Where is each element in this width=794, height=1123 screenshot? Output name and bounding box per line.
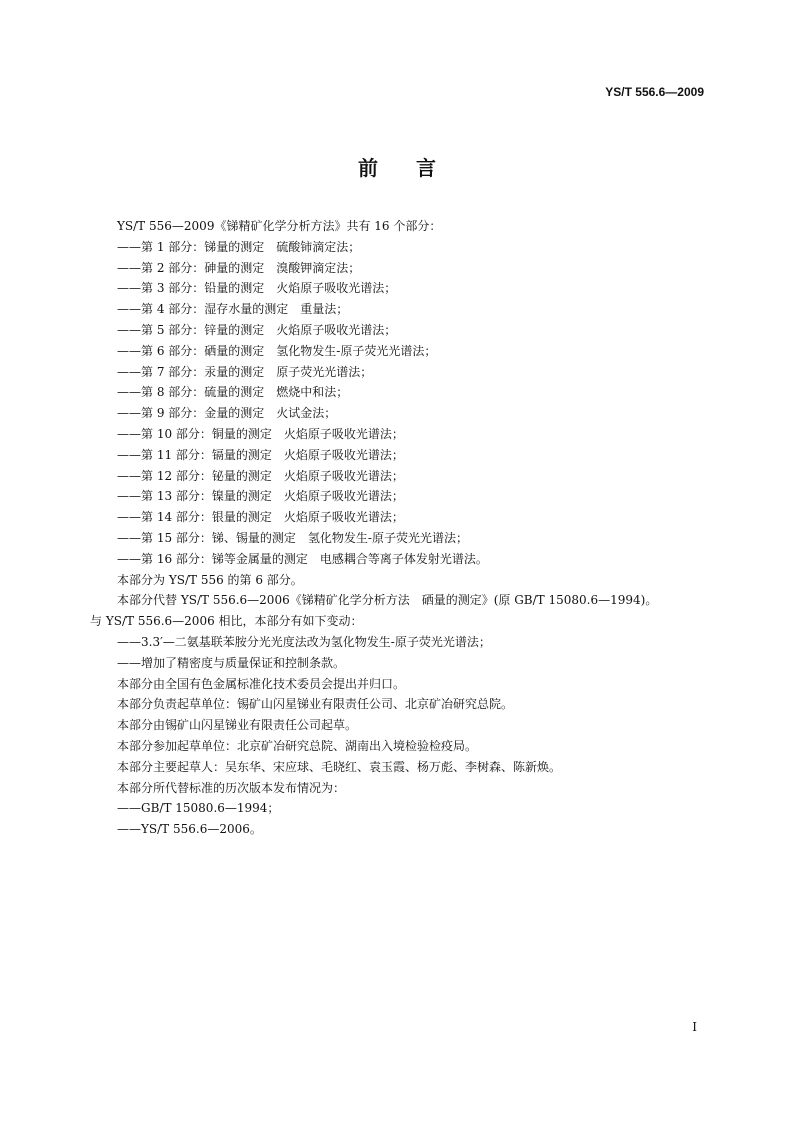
list-item: ——YS/T 556.6—2006。	[117, 822, 262, 837]
paragraph: 本部分负责起草单位：锡矿山闪星锑业有限责任公司、北京矿冶研究总院。	[117, 697, 514, 712]
page-title: 前言	[358, 156, 474, 180]
paragraph: 本部分由锡矿山闪星锑业有限责任公司起草。	[117, 718, 358, 733]
list-item: ——第 10 部分：铜量的测定 火焰原子吸收光谱法；	[117, 426, 404, 441]
list-item: ——第 9 部分：金量的测定 火试金法；	[117, 406, 337, 421]
list-item: ——第 13 部分：镍量的测定 火焰原子吸收光谱法；	[117, 489, 404, 504]
paragraph: 本部分所代替标准的历次版本发布情况为：	[117, 780, 346, 795]
list-item: ——第 1 部分：锑量的测定 硫酸铈滴定法；	[117, 239, 361, 254]
list-item: ——第 8 部分：硫量的测定 燃烧中和法；	[117, 385, 349, 400]
list-item: ——增加了精密度与质量保证和控制条款。	[117, 655, 346, 670]
list-item: ——第 7 部分：汞量的测定 原子荧光光谱法；	[117, 364, 373, 379]
paragraph: 本部分参加起草单位：北京矿冶研究总院、湖南出入境检验检疫局。	[117, 738, 478, 753]
paragraph-continuation: 与 YS/T 556.6—2006 相比，本部分有如下变动：	[90, 614, 363, 629]
paragraph: 本部分主要起草人：吴东华、宋应球、毛晓红、袁玉霞、杨万彪、李树森、陈新焕。	[117, 759, 562, 774]
standard-code: YS/T 556.6—2009	[605, 85, 704, 99]
document-body	[90, 216, 704, 840]
paragraph: 本部分由全国有色金属标准化技术委员会提出并归口。	[117, 676, 406, 691]
paragraph: YS/T 556—2009《锑精矿化学分析方法》共有 16 个部分：	[117, 219, 442, 233]
list-item: ——GB/T 15080.6—1994；	[117, 801, 280, 816]
list-item: ——第 16 部分：锑等金属量的测定 电感耦合等离子体发射光谱法。	[117, 551, 488, 566]
list-item: ——第 3 部分：铅量的测定 火焰原子吸收光谱法；	[117, 281, 397, 296]
list-item: ——第 5 部分：锌量的测定 火焰原子吸收光谱法；	[117, 322, 397, 337]
list-item: ——第 11 部分：镉量的测定 火焰原子吸收光谱法；	[117, 447, 404, 462]
list-item: ——第 4 部分：湿存水量的测定 重量法；	[117, 302, 349, 317]
list-item: ——3.3′—二氨基联苯胺分光光度法改为氢化物发生-原子荧光光谱法；	[117, 634, 491, 649]
paragraph: 本部分为 YS/T 556 的第 6 部分。	[117, 572, 303, 587]
list-item: ——第 6 部分：硒量的测定 氢化物发生-原子荧光光谱法；	[117, 343, 437, 358]
list-item: ——第 12 部分：铋量的测定 火焰原子吸收光谱法；	[117, 468, 404, 483]
list-item: ——第 15 部分：锑、锡量的测定 氢化物发生-原子荧光光谱法；	[117, 530, 468, 545]
paragraph: 本部分代替 YS/T 556.6—2006《锑精矿化学分析方法 硒量的测定》(原 GB/T 15080.6—1994)。	[117, 593, 658, 608]
list-item: ——第 2 部分：砷量的测定 溴酸钾滴定法；	[117, 260, 361, 275]
list-item: ——第 14 部分：银量的测定 火焰原子吸收光谱法；	[117, 510, 404, 525]
page-number: I	[692, 1020, 697, 1034]
